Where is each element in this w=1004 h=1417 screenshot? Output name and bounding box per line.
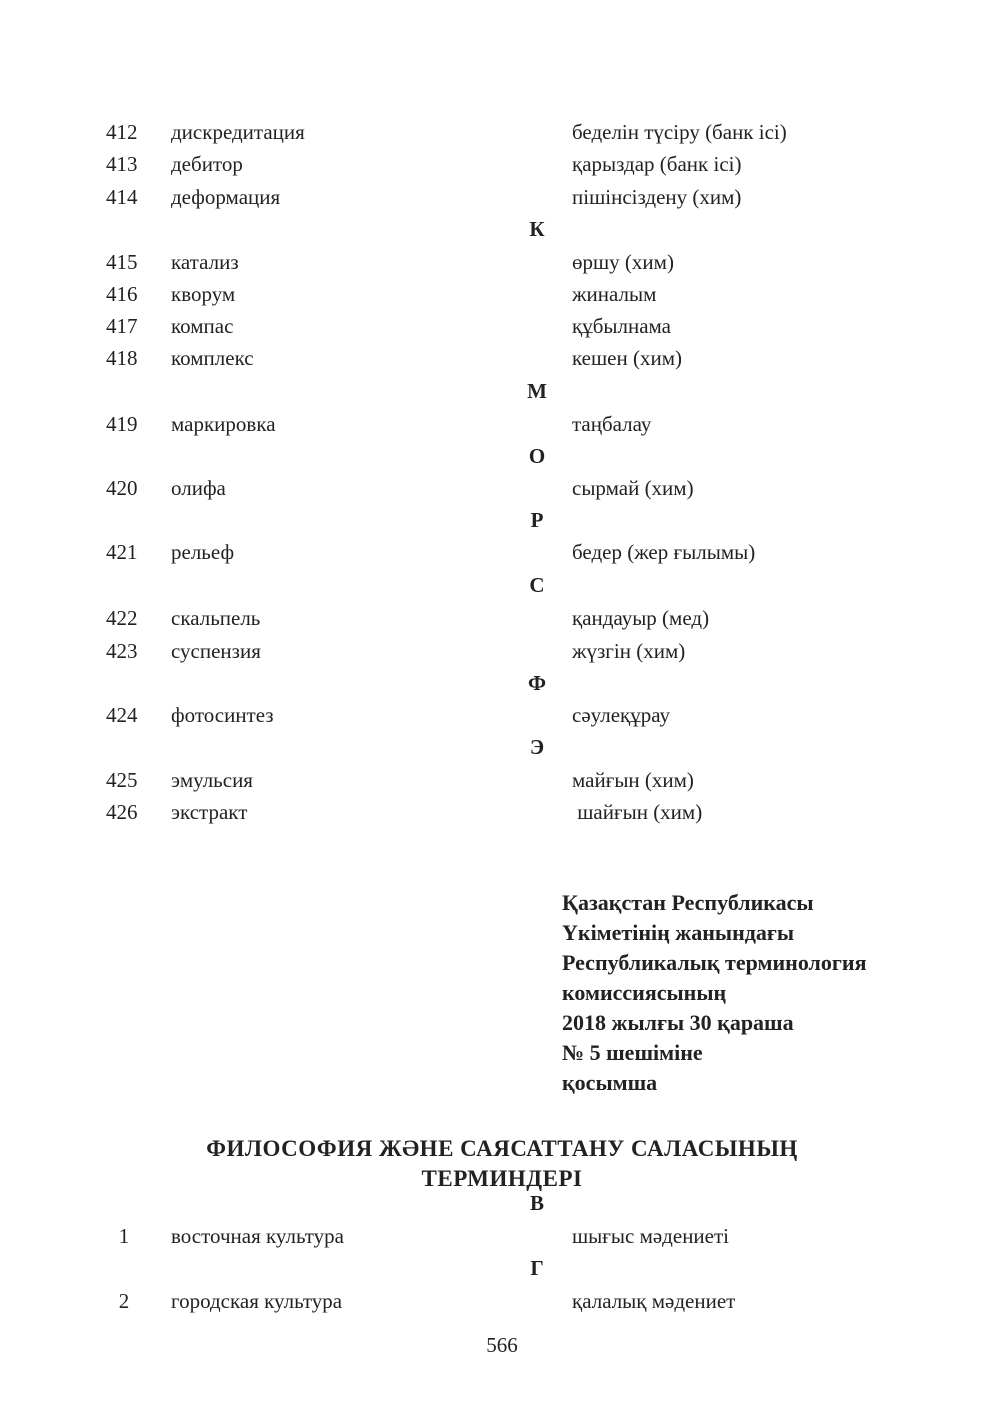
- term-russian: скальпель: [171, 606, 261, 630]
- term-row: [0, 278, 1004, 310]
- term-row: [0, 148, 1004, 180]
- term-kazakh: қарыздар (банк ісі): [572, 152, 742, 176]
- appendix-note: [562, 888, 866, 1098]
- section-title-line1: ФИЛОСОФИЯ ЖӘНЕ САЯСАТТАНУ САЛАСЫНЫҢ: [206, 1136, 798, 1161]
- term-russian: компас: [171, 314, 234, 338]
- term-row: [0, 116, 1004, 148]
- term-row: [0, 796, 1004, 828]
- term-russian: олифа: [171, 476, 226, 500]
- term-number: 423: [106, 639, 138, 663]
- term-russian: комплекс: [171, 346, 254, 370]
- term-russian: деформация: [171, 185, 281, 209]
- term-kazakh: шайғын (хим): [572, 800, 703, 824]
- term-number: 422: [106, 606, 138, 630]
- term-number: 418: [106, 346, 138, 370]
- term-number: 416: [106, 282, 138, 306]
- term-kazakh: таңбалау: [572, 412, 652, 436]
- alphabet-letter-heading: В: [529, 1191, 544, 1215]
- term-row: [0, 699, 1004, 731]
- term-number: 1: [118, 1224, 130, 1248]
- term-kazakh: сәулеқұрау: [572, 703, 670, 727]
- term-kazakh: қалалық мәдениет: [572, 1289, 736, 1313]
- alphabet-letter-heading: Г: [530, 1256, 544, 1280]
- term-number: 2: [118, 1289, 130, 1313]
- term-russian: эмульсия: [171, 768, 253, 792]
- term-kazakh: жиналым: [572, 282, 657, 306]
- term-number: 417: [106, 314, 138, 338]
- alphabet-letter-heading: О: [528, 444, 546, 468]
- term-kazakh: майғын (хим): [572, 768, 694, 792]
- term-russian: фотосинтез: [171, 703, 274, 727]
- term-kazakh: шығыс мәдениеті: [572, 1224, 729, 1248]
- alphabet-letter-heading: С: [529, 573, 545, 597]
- term-number: 412: [106, 120, 138, 144]
- term-number: 415: [106, 250, 138, 274]
- term-row: [0, 1285, 1004, 1317]
- alphabet-letter-heading: Э: [529, 735, 545, 759]
- term-row: [0, 635, 1004, 667]
- term-russian: суспензия: [171, 639, 261, 663]
- term-number: 426: [106, 800, 138, 824]
- term-number: 419: [106, 412, 138, 436]
- appendix-note-line: Үкіметінің жанындағы: [562, 920, 795, 945]
- term-row: [0, 181, 1004, 213]
- appendix-note-line: комиссиясының: [562, 980, 727, 1005]
- term-number: 425: [106, 768, 138, 792]
- alphabet-letter-heading: К: [529, 217, 545, 241]
- term-row: [0, 408, 1004, 440]
- term-number: 421: [106, 540, 138, 564]
- term-kazakh: бедер (жер ғылымы): [572, 540, 756, 564]
- term-russian: маркировка: [171, 412, 276, 436]
- term-row: [0, 764, 1004, 796]
- term-russian: экстракт: [171, 800, 248, 824]
- term-kazakh: жүзгін (хим): [572, 639, 686, 663]
- section-title-line2: ТЕРМИНДЕРІ: [421, 1166, 583, 1191]
- appendix-note-line: Республикалық терминология: [562, 950, 867, 975]
- term-row: [0, 602, 1004, 634]
- term-kazakh: өршу (хим): [572, 250, 674, 274]
- term-russian: кворум: [171, 282, 236, 306]
- term-row: [0, 342, 1004, 374]
- alphabet-letter-heading: М: [527, 379, 547, 403]
- term-number: 420: [106, 476, 138, 500]
- term-row: [0, 246, 1004, 278]
- appendix-note-line: № 5 шешіміне: [562, 1040, 703, 1065]
- term-row: [0, 536, 1004, 568]
- appendix-note-line: қосымша: [562, 1070, 658, 1095]
- alphabet-letter-heading: Ф: [527, 671, 547, 695]
- term-russian: дискредитация: [171, 120, 305, 144]
- term-kazakh: кешен (хим): [572, 346, 682, 370]
- term-kazakh: пішінсіздену (хим): [572, 185, 742, 209]
- term-russian: катализ: [171, 250, 239, 274]
- term-row: [0, 310, 1004, 342]
- term-row: [0, 472, 1004, 504]
- page-number: 566: [486, 1333, 518, 1357]
- term-russian: городская культура: [171, 1289, 343, 1313]
- term-row: [0, 1220, 1004, 1252]
- term-number: 424: [106, 703, 138, 727]
- term-kazakh: беделін түсіру (банк ісі): [572, 120, 787, 144]
- term-kazakh: қандауыр (мед): [572, 606, 710, 630]
- appendix-note-line: 2018 жылғы 30 қараша: [562, 1010, 794, 1035]
- term-russian: рельеф: [171, 540, 235, 564]
- alphabet-letter-heading: Р: [530, 508, 544, 532]
- term-russian: дебитор: [171, 152, 243, 176]
- term-russian: восточная культура: [171, 1224, 344, 1248]
- term-kazakh: құбылнама: [572, 314, 672, 338]
- term-number: 414: [106, 185, 138, 209]
- term-number: 413: [106, 152, 138, 176]
- appendix-note-line: Қазақстан Республикасы: [562, 890, 814, 915]
- term-kazakh: сырмай (хим): [572, 476, 694, 500]
